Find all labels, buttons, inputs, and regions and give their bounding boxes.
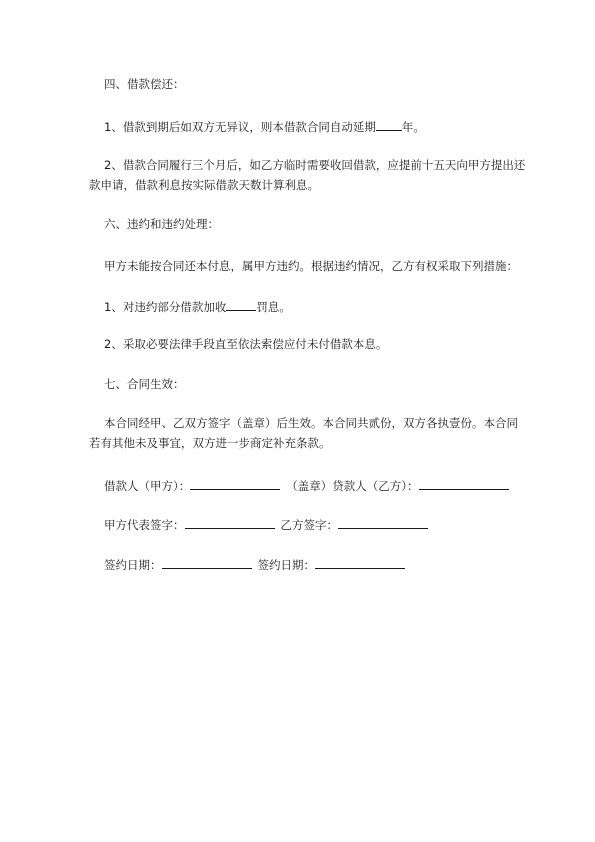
breach-heading: 六、违约和违约处理： — [104, 217, 219, 231]
sign-date-label-1: 签约日期： — [104, 558, 162, 572]
breach-intro: 甲方未能按合同还本付息，属甲方违约。根据违约情况，乙方有权采取下列措施： — [104, 259, 518, 273]
repayment-item-2 — [89, 155, 529, 195]
party-a-rep-signature-field[interactable] — [185, 516, 275, 529]
party-b-sign-label: 乙方签字： — [280, 518, 338, 532]
extension-years-blank — [376, 118, 402, 131]
party-a-rep-label: 甲方代表签字： — [104, 518, 185, 532]
party-b-signature-field[interactable] — [338, 516, 428, 529]
repayment-item-1 — [104, 118, 425, 134]
borrower-signature-field[interactable] — [190, 477, 280, 490]
effect-heading: 七、合同生效： — [104, 377, 185, 391]
sign-date-field-2[interactable] — [315, 556, 405, 569]
lender-label: 贷款人（乙方）： — [332, 479, 419, 493]
repayment-item-2-text: 2、借款合同履行三个月后，如乙方临时需要收回借款，应提前十五天向甲方提出还款申请，借款利息按实际借款天数计算利息。 — [89, 158, 526, 192]
breach-item-2: 2、采取必要法律手段直至依法索偿应付未付借款本息。 — [104, 337, 388, 351]
signature-row-2 — [104, 516, 428, 532]
breach-item-1-suffix: 罚息。 — [256, 300, 291, 314]
repayment-heading: 四、借款偿还： — [104, 77, 185, 91]
signature-row-1 — [104, 477, 509, 493]
repayment-item-1-suffix: 年。 — [401, 120, 425, 134]
repayment-item-1-text: 1、借款到期后如双方无异议，则本借款合同自动延期 — [104, 120, 376, 134]
effect-text — [89, 413, 529, 453]
signature-row-3 — [104, 556, 405, 572]
seal-label: （盖章） — [286, 479, 333, 493]
sign-date-field-1[interactable] — [162, 556, 252, 569]
borrower-label: 借款人（甲方）： — [104, 479, 191, 493]
breach-item-1 — [104, 298, 291, 314]
penalty-blank — [226, 298, 256, 311]
lender-signature-field[interactable] — [419, 477, 509, 490]
sign-date-label-2: 签约日期： — [257, 558, 315, 572]
breach-item-1-text: 1、对违约部分借款加收 — [104, 300, 227, 314]
effect-text-body: 本合同经甲、乙双方签字（盖章）后生效。本合同共贰份，双方各执壹份。本合同若有其他未及事宜，双方进一步商定补充条款。 — [89, 416, 518, 450]
